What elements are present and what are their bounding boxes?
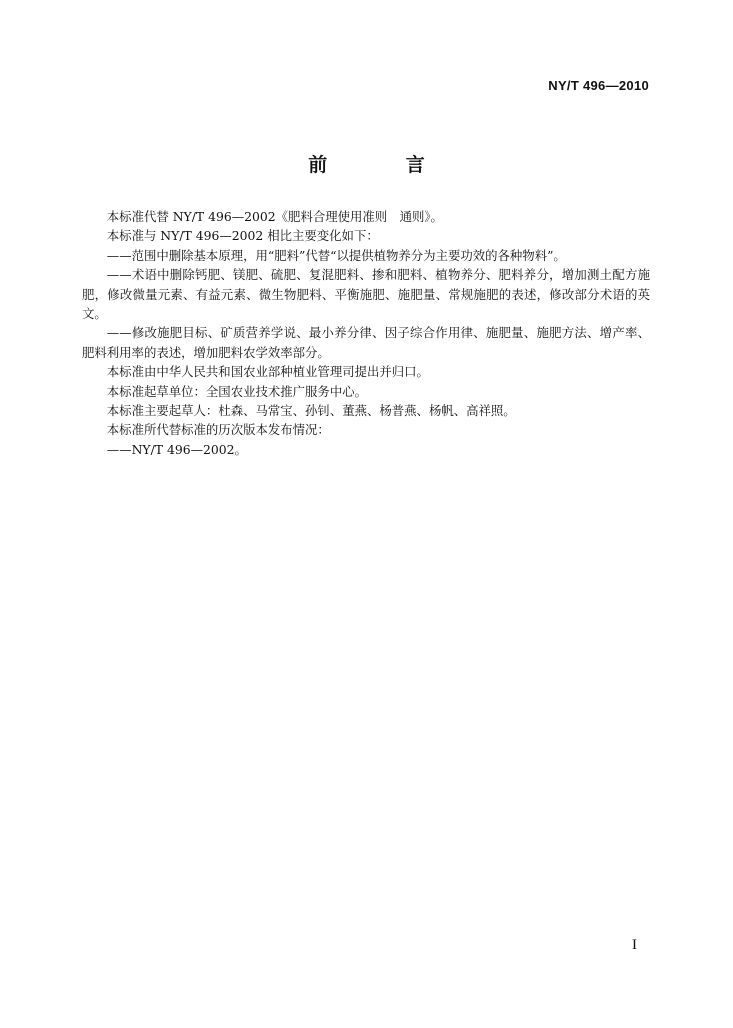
paragraph-change-terms: ——术语中删除钙肥、镁肥、硫肥、复混肥料、掺和肥料、植物养分、肥料养分，增加测土配方施肥，修改微量元素、有益元素、微生物肥料、平衡施肥、施肥量、常规施肥的表述，修改部分术语的英文。 bbox=[82, 267, 650, 322]
paragraph-replaces: 本标准代替 NY/T 496—2002《肥料合理使用准则 通则》。 bbox=[106, 209, 443, 224]
paragraph-change-targets: ——修改施肥目标、矿质营养学说、最小养分律、因子综合作用律、施肥量、施肥方法、增产率、肥料利用率的表述，增加肥料农学效率部分。 bbox=[82, 325, 650, 360]
page-title: 前 言 bbox=[308, 154, 461, 176]
paragraph-history-intro: 本标准所代替标准的历次版本发布情况： bbox=[106, 422, 330, 438]
standard-number: NY/T 496—2010 bbox=[548, 78, 649, 93]
paragraph-change-scope: ——范围中删除基本原理，用“肥料”代替“以提供植物养分为主要功效的各种物料”。 bbox=[106, 247, 566, 263]
paragraph-proposer: 本标准由中华人民共和国农业部种植业管理司提出并归口。 bbox=[106, 364, 429, 380]
paragraph-drafting-unit: 本标准起草单位：全国农业技术推广服务中心。 bbox=[106, 383, 367, 399]
page-number: I bbox=[632, 937, 637, 953]
paragraph-drafters: 本标准主要起草人：杜森、马常宝、孙钊、董燕、杨普燕、杨帆、高祥照。 bbox=[106, 403, 516, 419]
foreword-body bbox=[82, 207, 650, 459]
paragraph-changes-intro: 本标准与 NY/T 496—2002 相比主要变化如下： bbox=[106, 228, 379, 244]
paragraph-history-item: ——NY/T 496—2002。 bbox=[106, 441, 247, 457]
